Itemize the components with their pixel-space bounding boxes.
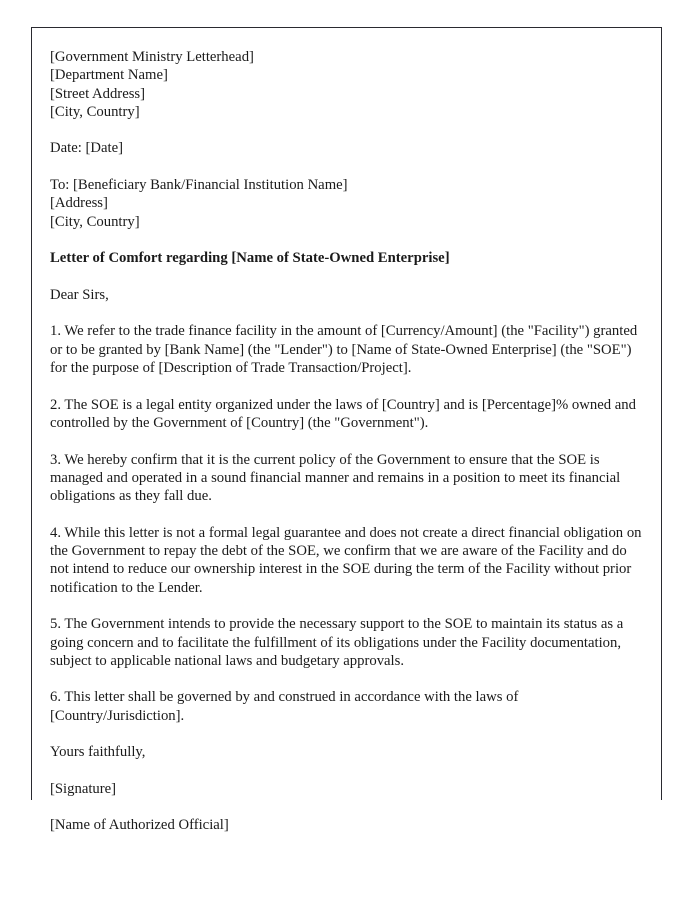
letterhead-line-2: [Department Name] <box>50 67 168 84</box>
closing-salutation: Yours faithfully, <box>50 744 146 761</box>
salutation: Dear Sirs, <box>50 286 109 303</box>
paragraph-5: 5. The Government intends to provide the necessary support to the SOE to maintain its status as a going concern and to facilitate the fulfillment of its obligations under the Facility documentation, subject to applicable national laws and budgetary approvals. <box>50 616 624 669</box>
spacer <box>50 268 645 286</box>
spacer <box>50 158 645 176</box>
spacer <box>50 231 645 249</box>
letterhead-line-3: [Street Address] <box>50 85 146 102</box>
recipient-line-3: [City, Country] <box>50 213 140 230</box>
spacer <box>50 121 645 139</box>
paragraph-1: 1. We refer to the trade finance facility in the amount of [Currency/Amount] (the "Facility") granted or to be granted by [Bank Name] (the "Lender") to [Name of State-Owned Enterprise] (the "SOE") for the purpose of [Description of Trade Transaction/Project]. <box>50 323 638 377</box>
letter-subject-title: Letter of Comfort regarding [Name of State-Owned Enterprise] <box>50 250 450 267</box>
paragraph-6: 6. This letter shall be governed by and construed in accordance with the laws of [Country/Jurisdiction]. <box>50 689 519 724</box>
spacer <box>50 798 645 816</box>
recipient-block <box>50 176 645 231</box>
letter-page <box>31 27 662 834</box>
spacer <box>50 762 645 780</box>
spacer <box>50 725 645 743</box>
letterhead-line-1: [Government Ministry Letterhead] <box>50 49 254 65</box>
letter-body <box>32 28 663 835</box>
paragraph-4: 4. While this letter is not a formal legal guarantee and does not create a direct financial obligation on the Government to repay the debt of the SOE, we confirm that we are aware of the Facility and do not intend to reduce our ownership interest in the SOE during the term of the Facility without prior notification to the Lender. <box>50 524 642 596</box>
recipient-line-2: [Address] <box>50 195 108 212</box>
signature-placeholder: [Signature] <box>50 780 117 797</box>
recipient-line-1: To: [Beneficiary Bank/Financial Institution Name] <box>50 177 348 194</box>
letterhead-line-4: [City, Country] <box>50 103 140 120</box>
signatory-name-placeholder: [Name of Authorized Official] <box>50 817 229 834</box>
letterhead-block <box>50 48 645 121</box>
paragraph-3: 3. We hereby confirm that it is the current policy of the Government to ensure that the SOE is managed and operated in a sound financial manner and remains in a position to meet its financial obligations as they fall due. <box>50 451 621 505</box>
date-line: Date: [Date] <box>50 140 123 157</box>
paragraph-2: 2. The SOE is a legal entity organized under the laws of [Country] and is [Percentage]% owned and controlled by the Government of [Country] (the "Government"). <box>50 396 636 431</box>
spacer <box>50 304 645 322</box>
